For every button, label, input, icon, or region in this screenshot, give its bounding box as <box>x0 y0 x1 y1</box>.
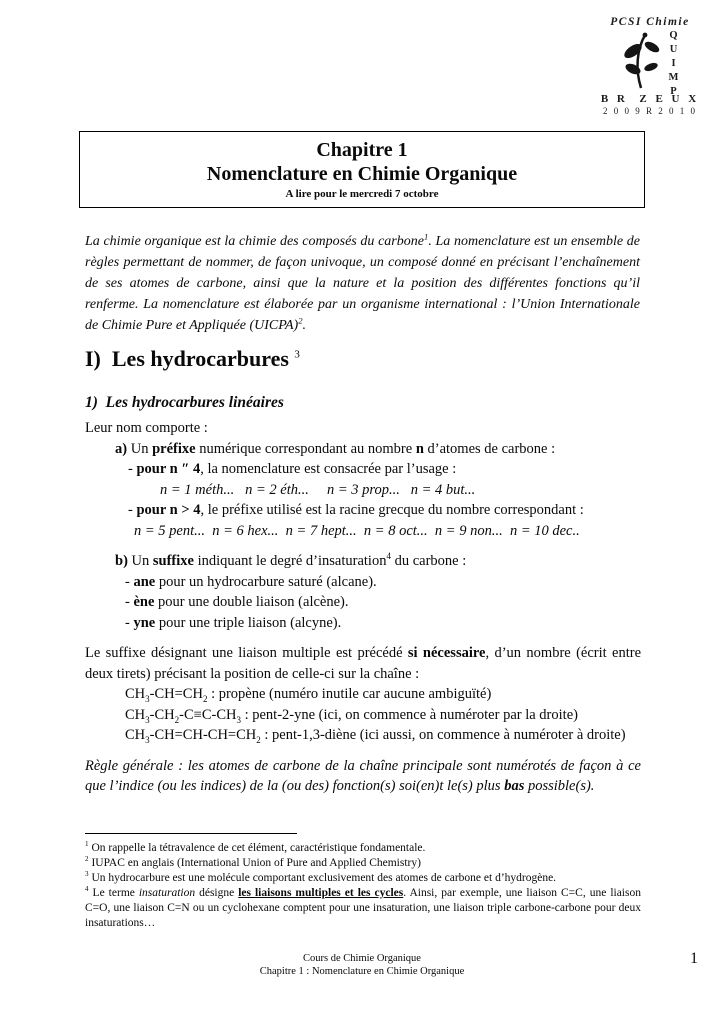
body-line-yne: - yne pour une triple liaison (alcyne). <box>125 614 342 631</box>
logo-text-quimper-vertical: QUIMP <box>668 30 679 100</box>
footer-course-name: Cours de Chimie Organique <box>303 953 421 964</box>
body-line-pour-n-inf4: - pour n ″ 4, la nomenclature est consacrée par l’usage : <box>128 461 457 477</box>
body-line-suffixe: b) Un suffixe indiquant le degré d’insaturation$^4$ du carbone : <box>115 551 467 569</box>
logo-text-brizeux: B R Z E U X <box>600 93 700 105</box>
footnote-4: $^4$ Le terme insaturation désigne les liaisons multiples et les cycles. Ainsi, par exemple, une liaison C=C, une liaison C=O, une liaison C=N ou un cyclohexane comptent pour une insaturation, une liaison triple carbone-carbone pour deux insaturations… <box>85 885 641 929</box>
footnotes-block <box>85 833 641 931</box>
subsection-heading-lineaires: 1) Les hydrocarbures linéaires <box>85 394 284 411</box>
body-line-n5-a-10: n = 5 pent... n = 6 hex... n = 7 hept... n = 8 oct... n = 9 non... n = 10 dec.. <box>134 522 580 539</box>
chapter-heading: Chapitre 1 <box>316 139 408 161</box>
formula-pent-1-3-diene: $CH_3-CH=CH-CH=CH_2$ : pent-1,3-diène (ici aussi, on commence à numéroter à droite) <box>125 727 626 745</box>
document-title: Nomenclature en Chimie Organique <box>206 163 518 185</box>
body-line-ene: - ène pour une double liaison (alcène). <box>125 594 349 610</box>
footer-chapter-name: Chapitre 1 : Nomenclature en Chimie Organique <box>259 965 465 977</box>
page-number: 1 <box>690 950 698 967</box>
section-heading-hydrocarbures: I) Les hydrocarbures $^3$ <box>85 346 300 371</box>
logo-text-pcsi-chimie: PCSI Chimie <box>610 16 690 28</box>
formula-pent-2-yne: $CH_3-CH_2-C\equiv C-CH_3$ : pent-2-yne (ici, on commence à numéroter par la droite) <box>125 706 578 725</box>
footnote-1: $^1$ On rappelle la tétravalence de cet élément, caractéristique fondamentale. <box>85 840 426 854</box>
paragraph-suffixe-liaison: Le suffixe désignant une liaison multiple est précédé si nécessaire, d’un nombre (écrit entre deux tirets) précisant la position de celle-ci sur la chaîne : <box>85 645 642 682</box>
body-line-leur-nom: Leur nom comporte : <box>85 420 208 436</box>
footnote-2: $^2$ IUPAC en anglais (International Union of Pure and Applied Chemistry) <box>85 855 421 869</box>
body-line-n1-a-4: n = 1 méth... n = 2 éth... n = 3 prop... n = 4 but... <box>160 481 476 498</box>
school-logo <box>592 16 708 116</box>
footnote-3: $^3$ Un hydrocarbure est une molécule comportant exclusivement des atomes de carbone et d’hydrogène. <box>85 870 557 884</box>
body-line-ane: - ane pour un hydrocarbure saturé (alcane). <box>125 573 377 590</box>
formula-propene: $CH_3-CH=CH_2$ : propène (numéro inutile car aucune ambiguïté) <box>125 686 492 704</box>
butterfly-ink-icon <box>621 30 663 92</box>
intro-paragraph: La chimie organique est la chimie des composés du carbone$^1$. La nomenclature est un ensemble de règles permettant de nommer, de façon univoque, un composé donné en précisant l’enchaînement de ses atomes de carbone, ainsi que la nature et la position des différentes fonctions qu’il renferme. La nomenclature est élaborée par un organisme international : l’Union Internationale de Chimie Pure et Appliquée (UICPA)$^2$. <box>85 231 640 333</box>
logo-text-years: 2 0 0 9 R 2 0 1 0 <box>602 106 697 116</box>
body-line-prefixe: a) Un préfixe numérique correspondant au nombre n d’atomes de carbone : <box>115 440 556 457</box>
body-content <box>85 418 641 797</box>
paragraph-regle-generale: Règle générale : les atomes de carbone de la chaîne principale sont numérotés de façon à ce que l’indice (ou les indices) de la (ou des) fonction(s) soi(en)t le(s) plus bas possible(s). <box>85 757 641 794</box>
reading-deadline-note: A lire pour le mercredi 7 octobre <box>285 188 439 200</box>
chapter-title-box <box>79 131 645 208</box>
footnote-separator <box>85 833 297 834</box>
body-line-pour-n-sup4: - pour n > 4, le préfixe utilisé est la racine grecque du nombre correspondant : <box>128 502 584 518</box>
page-footer <box>0 953 724 978</box>
